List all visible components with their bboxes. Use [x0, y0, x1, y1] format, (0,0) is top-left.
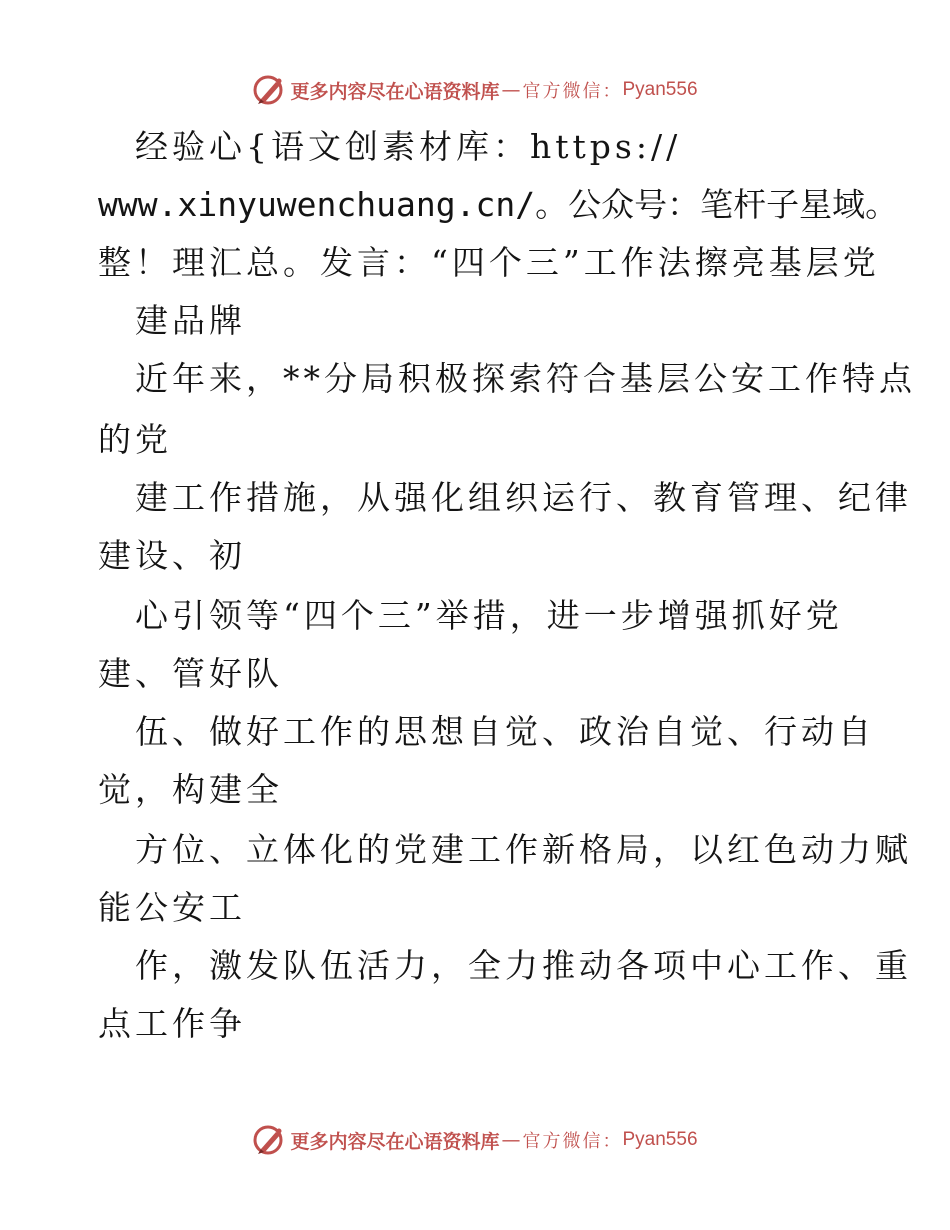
- banner-wechat-id: Pyan556: [622, 79, 698, 100]
- doc-line: 心引领等“四个三”举措，进一步增强抓好党: [135, 596, 843, 635]
- banner-separator: —: [501, 1129, 521, 1151]
- doc-line: 建品牌: [135, 301, 246, 340]
- doc-line: 觉，构建全: [98, 770, 283, 809]
- doc-line: 伍、做好工作的思想自觉、政治自觉、行动自: [135, 712, 875, 751]
- footer-banner: [0, 1120, 950, 1160]
- banner-title: 更多内容尽在心语资料库: [290, 1130, 500, 1153]
- doc-line: 能公安工: [98, 888, 246, 927]
- doc-line: 的党: [98, 420, 172, 459]
- header-banner: [0, 70, 950, 110]
- doc-line: www.xinyuwenchuang.cn/。公众号：笔杆子星域。: [98, 185, 899, 224]
- doc-line: 经验心{语文创素材库：https://: [135, 127, 682, 166]
- pen-logo-icon: [252, 73, 286, 107]
- banner-wechat-id: Pyan556: [622, 1129, 698, 1150]
- doc-line: 整！理汇总。发言：“四个三”工作法擦亮基层党: [98, 243, 880, 282]
- doc-line: 点工作争: [98, 1004, 246, 1043]
- doc-line: 建、管好队: [98, 654, 283, 693]
- doc-line: 近年来，**分局积极探索符合基层公安工作特点: [135, 359, 916, 398]
- doc-line: 作，激发队伍活力，全力推动各项中心工作、重: [135, 946, 912, 985]
- doc-line: 方位、立体化的党建工作新格局，以红色动力赋: [135, 830, 912, 869]
- banner-separator: —: [501, 79, 521, 101]
- banner-title: 更多内容尽在心语资料库: [290, 80, 500, 103]
- doc-line: 建设、初: [98, 536, 246, 575]
- pen-logo-icon: [252, 1123, 286, 1157]
- doc-line: 建工作措施，从强化组织运行、教育管理、纪律: [135, 478, 912, 517]
- banner-wechat-label: 官方微信：: [522, 1131, 623, 1152]
- banner-wechat-label: 官方微信：: [522, 81, 623, 102]
